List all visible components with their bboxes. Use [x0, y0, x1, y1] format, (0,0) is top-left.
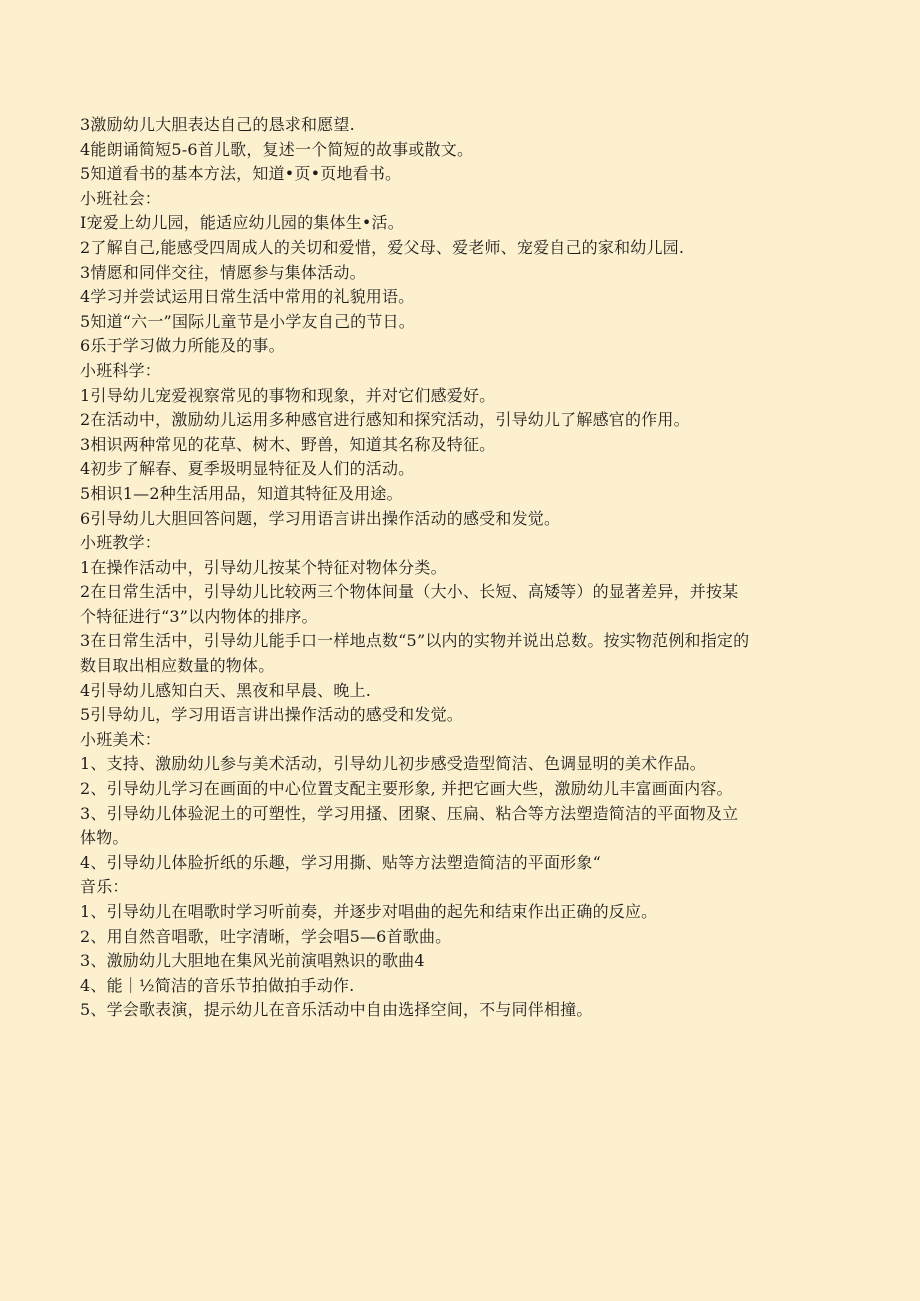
text-line: 4初步了解春、夏季圾明显特征及人们的活动。	[80, 459, 415, 479]
text-line: 5相识1—2种生活用品，知道其特征及用途。	[80, 483, 403, 503]
text-line: 6引导幼儿大胆回答问题，学习用语言讲出操作活动的感受和发觉。	[80, 508, 561, 528]
text-line: 2了解自己,能感受四周成人的关切和爱惜，爱父母、爱老师、宠爱自己的家和幼儿园.	[80, 237, 685, 257]
text-line: 2在活动中，激励幼儿运用多种感官进行感知和探究活动，引导幼儿了解感官的作用。	[80, 410, 690, 430]
text-line: 体物。	[80, 828, 129, 848]
text-line: 4能朗诵简短5-6首儿歌，复述一个简短的故事或散文。	[80, 139, 474, 159]
text-line: 4、能｜½简洁的音乐节拍做拍手动作.	[80, 975, 355, 995]
section-heading: 小班科学：	[80, 360, 162, 380]
text-line: 数目取出相应数量的物体。	[80, 656, 275, 676]
text-line: 5引导幼儿，学习用语言讲出操作活动的感受和发觉。	[80, 705, 463, 725]
text-line: 3情愿和同伴交往，情愿参与集体活动。	[80, 262, 366, 282]
section-heading: 小班教学：	[80, 533, 162, 553]
text-line: 2在日常生活中，引导幼儿比较两三个物体间量（大小、长短、高矮等）的显著差异，并按某	[80, 582, 739, 602]
section-heading: 音乐：	[80, 877, 129, 897]
text-line: 3、激励幼儿大胆地在集风光前演唱熟识的歌曲4	[80, 951, 425, 971]
text-line: 3、引导幼儿体验泥土的可塑性，学习用搔、团聚、压扁、粘合等方法塑造简洁的平面物及立	[80, 803, 739, 823]
text-line: 5、学会歌表演，提示幼儿在音乐活动中自由选择空间，不与同伴相撞。	[80, 1000, 593, 1020]
text-line: 5知道“六一”国际儿童节是小学友自己的节日。	[80, 311, 415, 331]
document-body	[80, 113, 840, 1023]
text-line: 3相识两种常见的花草、树木、野兽，知道其名称及特征。	[80, 434, 496, 454]
text-line: 5知道看书的基本方法，知道•页•页地看书。	[80, 164, 402, 184]
text-line: 2、引导幼儿学习在画面的中心位置支配主要形象, 并把它画大些，激励幼儿丰富画面内容。	[80, 779, 733, 799]
section-heading: 小班美术：	[80, 729, 162, 749]
text-line: I宠爱上幼儿园，能适应幼儿园的集体生•活。	[80, 213, 404, 233]
text-line: 1引导幼儿宠爱视察常见的事物和现象，并对它们感爱好。	[80, 385, 496, 405]
text-line: 个特征进行“3”以内物体的排序。	[80, 606, 318, 626]
text-line: 2、用自然音唱歌，吐字清晰，学会唱5—6首歌曲。	[80, 926, 452, 946]
text-line: 6乐于学习做力所能及的事。	[80, 336, 285, 356]
text-line: 1在操作活动中，引导幼儿按某个特征对物体分类。	[80, 557, 447, 577]
text-line: 3在日常生活中，引导幼儿能手口一样地点数“5”以内的实物并说出总数。按实物范例和指定的	[80, 631, 750, 651]
text-line: 4、引导幼儿体脸折纸的乐趣，学习用撕、贴等方法塑造简洁的平面形象“	[80, 852, 601, 872]
text-line: 1、支持、激励幼儿参与美术活动，引导幼儿初步感受造型简洁、色调显明的美术作品。	[80, 754, 706, 774]
text-line: 3激励幼儿大胆表达自己的恳求和愿望.	[80, 115, 355, 134]
text-line: 4学习并尝试运用日常生活中常用的礼貌用语。	[80, 287, 415, 307]
text-line: 1、引导幼儿在唱歌时学习听前奏，并逐步对唱曲的起先和结束作出正确的反应。	[80, 902, 658, 921]
text-line: 4引导幼儿感知白天、黑夜和早晨、晚上.	[80, 680, 372, 700]
section-heading: 小班社会：	[80, 188, 162, 208]
